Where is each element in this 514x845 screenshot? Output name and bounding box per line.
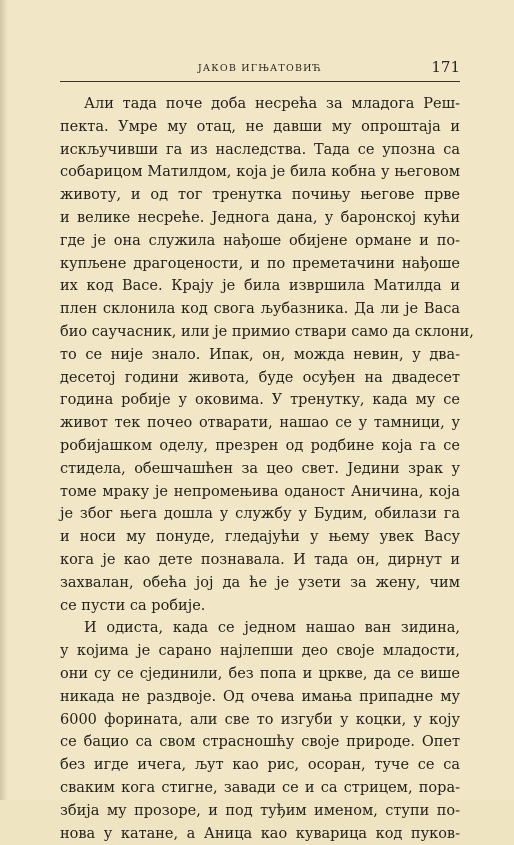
text-line: и носи му понуде, гледајући у њему увек Васу: [60, 526, 460, 549]
spine-shadow: [0, 0, 8, 800]
text-line: је због њега дошла у службу у Будим, обилази га: [60, 503, 460, 526]
text-line: томе мраку је непромењива оданост Аничина, која: [60, 481, 460, 504]
header-rule: [60, 81, 460, 82]
text-line: кога је као дете познавала. И тада он, дирнут и: [60, 549, 460, 572]
text-line: пекта. Умре му отац, не давши му опроштаја и: [60, 116, 460, 139]
text-line: Али тада поче доба несрећа за младога Реш-: [60, 93, 460, 116]
text-line: И одиста, када се једном нашао ван зидина,: [60, 617, 460, 640]
text-line: без игде ичега, љут као рис, осоран, туче се са: [60, 754, 460, 777]
text-line: збија му прозоре, и под туђим именом, ступи по-: [60, 800, 460, 823]
text-line: они су се сјединили, без попа и цркве, да се више: [60, 663, 460, 686]
text-line: се пусти са робије.: [60, 595, 460, 618]
text-line: стидела, обешчашћен за цео свет. Једини зрак у: [60, 458, 460, 481]
text-line: се бацио са свом страсношћу своје природе. Опет: [60, 731, 460, 754]
text-line: купљене драгоцености, и по преметачини нађоше: [60, 253, 460, 276]
text-line: живот тек почео отварати, нашао се у тамници, у: [60, 412, 460, 435]
paragraph-2: [60, 617, 460, 845]
text-line: их код Васе. Крају је била извршила Матилда и: [60, 275, 460, 298]
text-line: 6000 форината, али све то изгуби у коцки, у коју: [60, 709, 460, 732]
page-number: 171: [431, 58, 460, 76]
text-line: робијашком оделу, презрен од родбине која га се: [60, 435, 460, 458]
text-line: животу, и од тог тренутка почињу његове прве: [60, 184, 460, 207]
text-line: нова у катане, а Аница као куварица код пуков-: [60, 823, 460, 845]
text-line: собарицом Матилдом, која је била кобна у његовом: [60, 161, 460, 184]
page-header: [60, 58, 460, 80]
paragraph-1: [60, 93, 460, 617]
text-line: десетој години живота, буде осуђен на двадесет: [60, 367, 460, 390]
text-line: сваким кога стигне, завади се и са стрицем, пора-: [60, 777, 460, 800]
running-head: ЈАКОВ ИГЊАТОВИЋ: [60, 63, 460, 74]
text-line: плен склонила код свога љубазника. Да ли је Васа: [60, 298, 460, 321]
text-line: никада не раздвоје. Од очева имања припадне му: [60, 686, 460, 709]
text-line: година робије у оковима. У тренутку, када му се: [60, 389, 460, 412]
text-line: и велике несреће. Једнога дана, у баронској кући: [60, 207, 460, 230]
text-line: где је она служила нађоше обијене ормане и по-: [60, 230, 460, 253]
text-line: то се није знало. Ипак, он, можда невин, у два-: [60, 344, 460, 367]
text-line: захвалан, обећа јој да ће је узети за жену, чим: [60, 572, 460, 595]
body-text: [60, 93, 460, 845]
text-line: био саучасник, или је примио ствари само да склони,: [60, 321, 460, 344]
text-line: искључивши га из наследства. Тада се упозна са: [60, 139, 460, 162]
text-line: у којима је сарано најлепши део своје младости,: [60, 640, 460, 663]
